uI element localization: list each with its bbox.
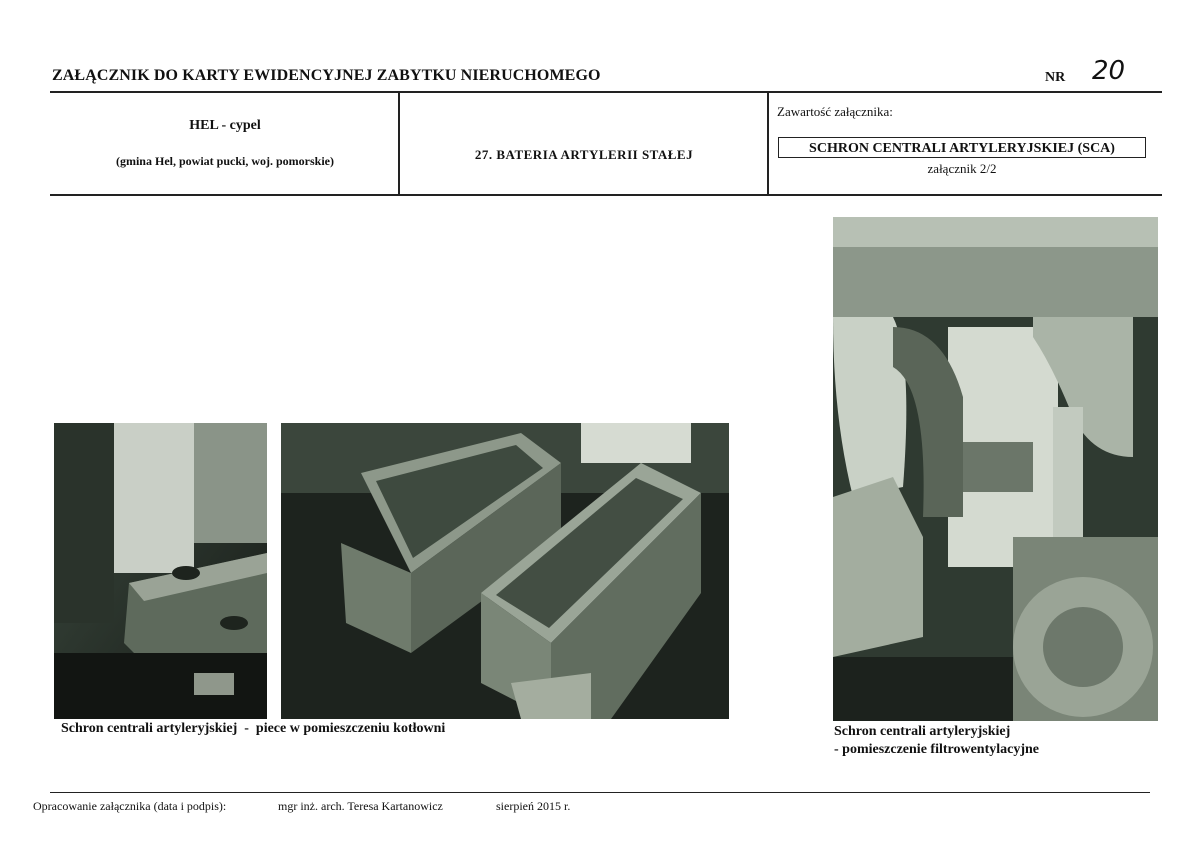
attachment-number: załącznik 2/2 — [927, 161, 997, 176]
number-label: NR — [1045, 70, 1066, 85]
footer-label: Opracowanie załącznika (data i podpis): — [33, 799, 227, 813]
location-admin: (gmina Hel, powiat pucki, woj. pomorskie) — [115, 154, 334, 168]
footer-rule — [50, 792, 1150, 793]
handwritten-number: 20 — [1092, 56, 1126, 86]
photo-ventilation-room — [833, 217, 1158, 721]
contents-label: Zawartość załącznika: — [777, 104, 893, 119]
document-title: ZAŁĄCZNIK DO KARTY EWIDENCYJNEJ ZABYTKU NIERUCHOMEGO — [52, 67, 601, 84]
footer-date: sierpień 2015 r. — [496, 799, 571, 813]
caption-ventilation-line1: Schron centrali artyleryjskiej — [834, 724, 1011, 739]
caption-boiler-room: Schron centrali artyleryjskiej - piece w pomieszczeniu kotłowni — [61, 721, 446, 736]
column-divider-1 — [398, 92, 400, 195]
caption-ventilation-line2: - pomieszczenie filtrowentylacyjne — [834, 742, 1040, 757]
object-name: 27. BATERIA ARTYLERII STAŁEJ — [474, 147, 694, 162]
header-bottom-rule — [50, 194, 1162, 196]
column-divider-2 — [767, 92, 769, 195]
photo-boiler-room-corner — [54, 423, 267, 719]
photo-furnaces — [281, 423, 729, 719]
header-top-rule — [50, 91, 1162, 93]
footer-author: mgr inż. arch. Teresa Kartanowicz — [278, 799, 443, 813]
location-name: HEL - cypel — [189, 118, 261, 133]
contents-title-box: SCHRON CENTRALI ARTYLERYJSKIEJ (SCA) — [778, 137, 1146, 158]
